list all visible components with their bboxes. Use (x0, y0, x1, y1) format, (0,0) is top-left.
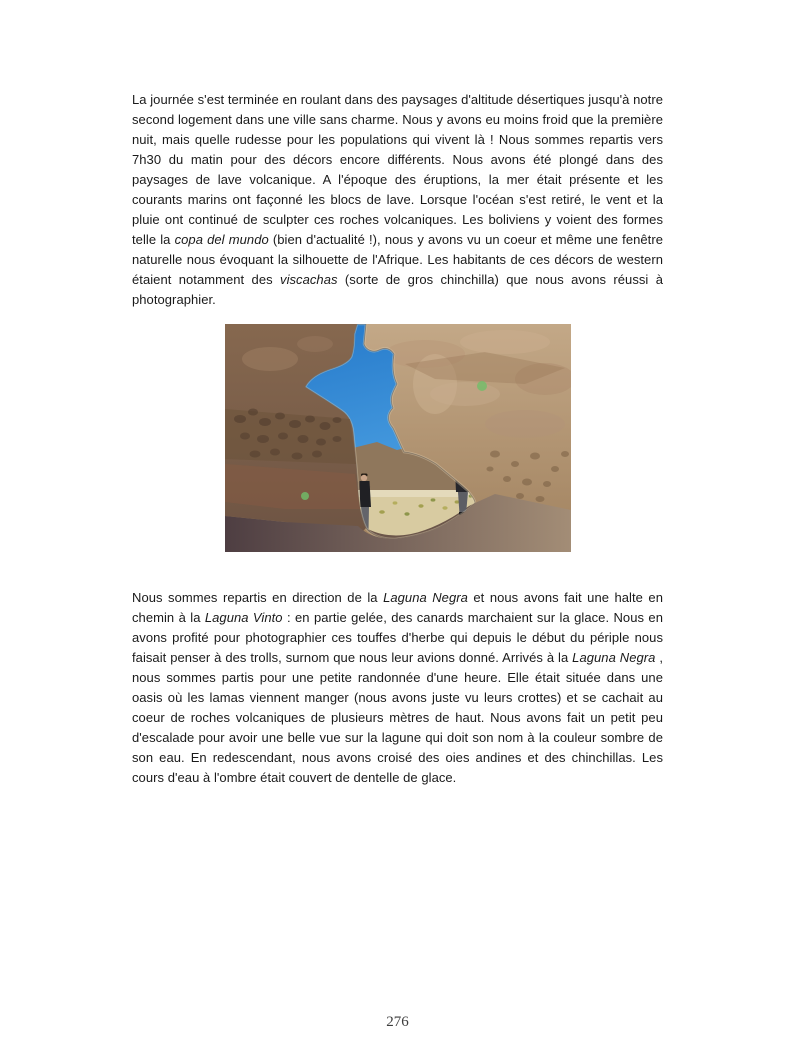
lichen-spot-right (477, 381, 487, 391)
text-run: et nous avons fait une halte en chemin à la (132, 590, 663, 625)
text-run: viscachas (280, 272, 338, 287)
photo-rock-window (225, 324, 571, 552)
text-run: , nous sommes partis pour une petite randonnée d'une heure. Elle était située dans une oasis où les lamas viennent manger (nous avons juste vu leurs crottes) et se cachait au coeur de roches volcaniques de plusieurs mètres de haut. Nous avons fait un petit peu d'escalade pour avoir une belle vue sur la lagune qui doit son nom à la couleur sombre de son eau. En redescendant, nous avons croisé des oies andines et des chinchillas. Les cours d'eau à l'ombre était couvert de dentelle de glace. (132, 650, 663, 785)
hiker-left-torso (359, 481, 371, 507)
page-number: 276 (386, 1014, 409, 1030)
page-content (132, 90, 663, 788)
text-run: (sorte de gros chinchilla) que nous avons réussi à photographier. (132, 272, 663, 307)
text-run: copa del mundo (174, 232, 269, 247)
text-run: (bien d'actualité !), nous y avons vu un coeur et même une fenêtre naturelle nous évoquant la silhouette de l'Afrique. Les habitants de ces décors de western étaient notamment des (132, 232, 663, 287)
text-run: La journée s'est terminée en roulant dans des paysages d'altitude désertiques jusqu'à notre second logement dans une ville sans charme. Nous y avons eu moins froid que la première nuit, mais quelle rudesse pour les populations qui vivent là ! Nous sommes repartis vers 7h30 du matin pour des décors encore différents. Nous avons été plongé dans des paysages de lave volcanique. A l'époque des éruptions, la mer était présente et les courants marins ont façonné les blocs de lave. Lorsque l'océan s'est retiré, le vent et la pluie ont continué de sculpter ces roches volcaniques. Les boliviens y voient des formes telle la (132, 92, 663, 247)
text-run: Laguna Vinto (204, 610, 283, 625)
paragraph-1 (132, 90, 663, 310)
lichen-spot-left (301, 492, 309, 500)
text-run: : en partie gelée, des canards marchaient sur la glace. Nous en avons profité pour photographier ces touffes d'herbe qui depuis le début du périple nous faisait penser à des trolls, surnom que nous leur avions donné. Arrivés à la (132, 610, 663, 665)
text-run: Nous sommes repartis en direction de la (132, 590, 384, 605)
photo-rock-window-illustration (225, 324, 571, 552)
hiker-left-head (360, 475, 366, 481)
text-run: Laguna Negra (383, 590, 468, 605)
text-run: Laguna Negra (572, 650, 656, 665)
paragraph-2 (132, 588, 663, 788)
